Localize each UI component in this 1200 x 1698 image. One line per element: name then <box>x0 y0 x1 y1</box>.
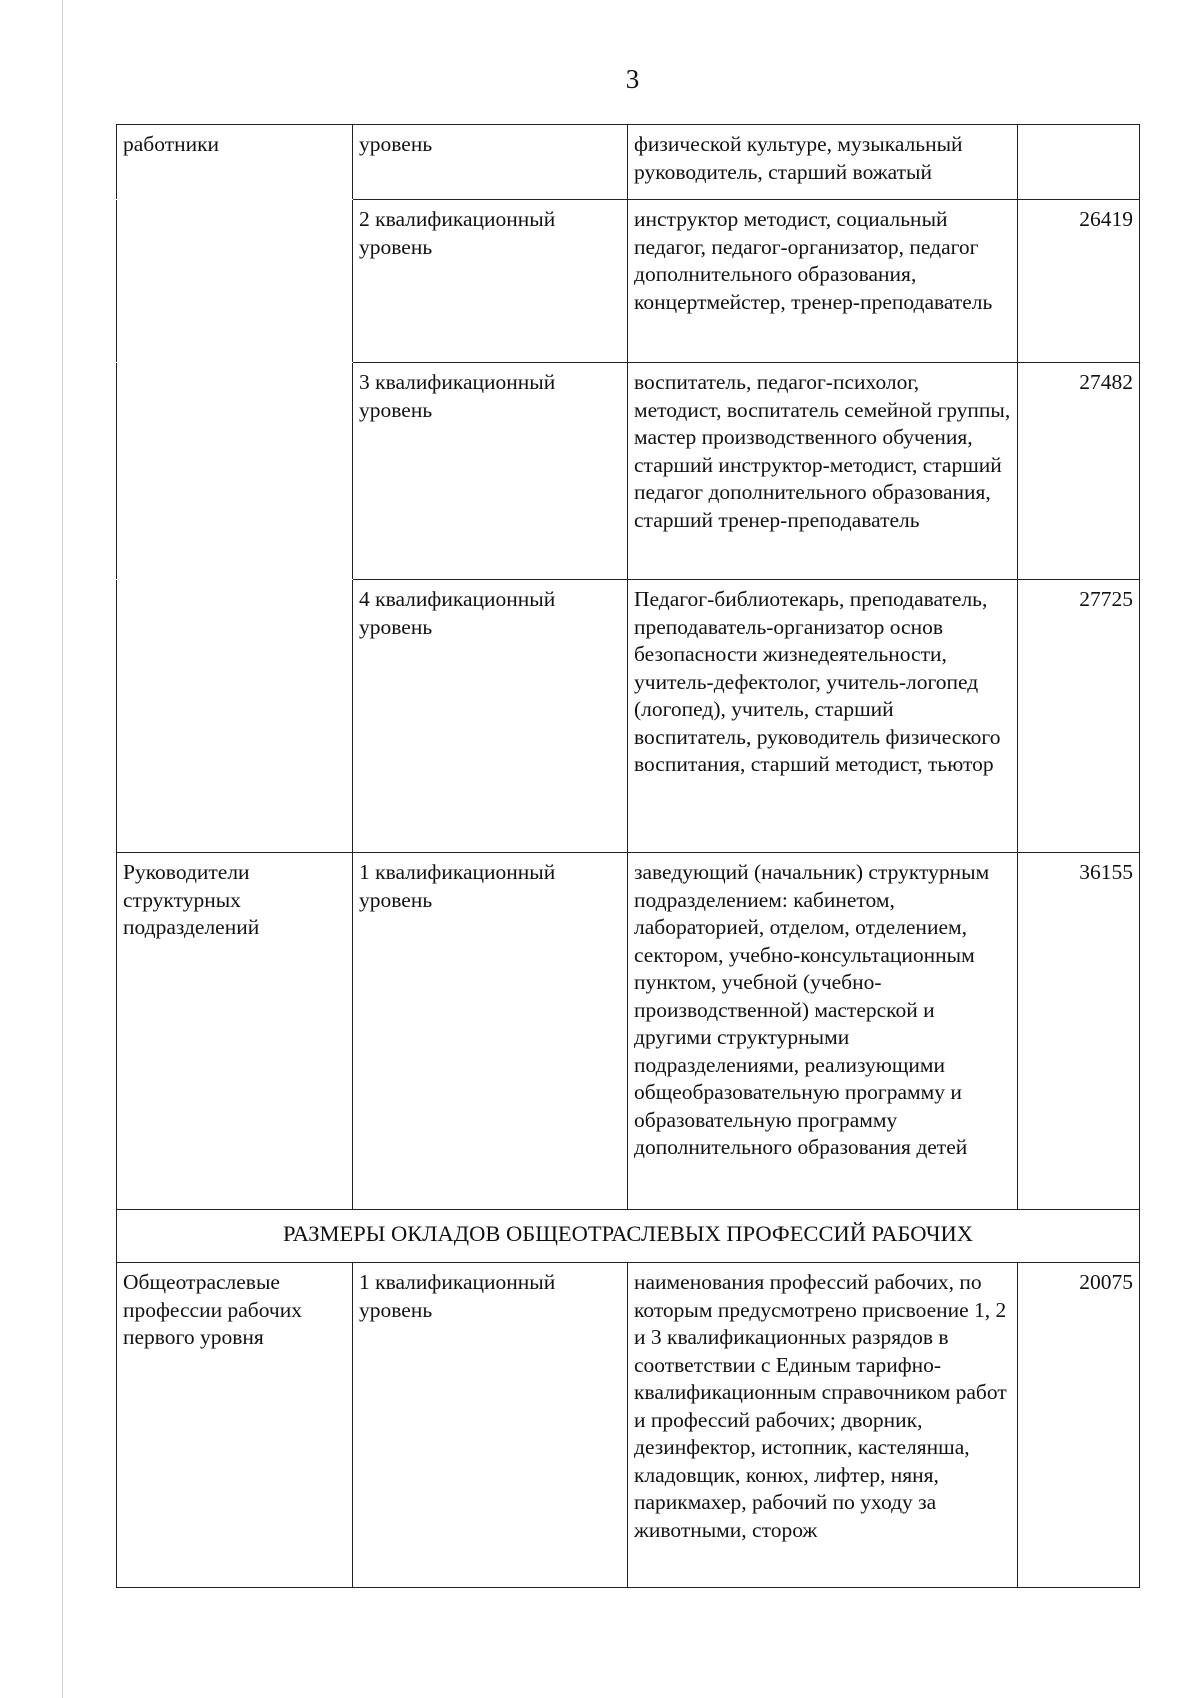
level-cell: 1 квалификационный уровень <box>353 1263 628 1588</box>
table-row <box>117 580 1140 853</box>
level-cell: 3 квалификационный уровень <box>353 363 628 580</box>
positions-cell: Педагог-библиотекарь, преподаватель, преподаватель-организатор основ безопасности жизнедеятельности, учитель-дефектолог, учитель-логопед (логопед), учитель, старший воспитатель, руководитель физического воспитания, старший методист, тьютор <box>628 580 1018 853</box>
section-heading: РАЗМЕРЫ ОКЛАДОВ ОБЩЕОТРАСЛЕВЫХ ПРОФЕССИЙ РАБОЧИХ <box>117 1210 1140 1263</box>
level-cell: уровень <box>353 125 628 200</box>
group-cell: работники <box>117 125 353 200</box>
positions-cell: воспитатель, педагог-психолог, методист, воспитатель семейной группы, мастер производственного обучения, старший инструктор-методист, старший педагог дополнительного образования, старший тренер-преподаватель <box>628 363 1018 580</box>
group-cell <box>117 200 353 363</box>
salary-cell: 27725 <box>1018 580 1140 853</box>
level-cell: 2 квалификационный уровень <box>353 200 628 363</box>
salary-cell: 20075 <box>1018 1263 1140 1588</box>
table-row <box>117 853 1140 1210</box>
section-heading-row <box>117 1210 1140 1263</box>
salary-table <box>116 124 1140 1588</box>
table-row <box>117 1263 1140 1588</box>
group-cell <box>117 580 353 853</box>
salary-cell: 26419 <box>1018 200 1140 363</box>
positions-cell: заведующий (начальник) структурным подразделением: кабинетом, лабораторией, отделом, отделением, сектором, учебно-консультационным пунктом, учебной (учебно-производственной) мастерской и другими структурными подразделениями, реализующими общеобразовательную программу и образовательную программу дополнительного образования детей <box>628 853 1018 1210</box>
page-margin-line <box>62 0 63 1698</box>
table-row <box>117 125 1140 200</box>
positions-cell: наименования профессий рабочих, по которым предусмотрено присвоение 1, 2 и 3 квалификационных разрядов в соответствии с Единым тарифно-квалификационным справочником работ и профессий рабочих; дворник, дезинфектор, истопник, кастелянша, кладовщик, конюх, лифтер, няня, парикмахер, рабочий по уходу за животными, сторож <box>628 1263 1018 1588</box>
table-row <box>117 363 1140 580</box>
group-cell <box>117 363 353 580</box>
table-row <box>117 200 1140 363</box>
level-cell: 4 квалификационный уровень <box>353 580 628 853</box>
salary-cell: 36155 <box>1018 853 1140 1210</box>
page-number: 3 <box>625 64 640 94</box>
level-cell: 1 квалификационный уровень <box>353 853 628 1210</box>
positions-cell: физической культуре, музыкальный руководитель, старший вожатый <box>628 125 1018 200</box>
positions-cell: инструктор методист, социальный педагог, педагог-организатор, педагог дополнительного образования, концертмейстер, тренер-преподаватель <box>628 200 1018 363</box>
group-cell: Руководители структурных подразделений <box>117 853 353 1210</box>
group-cell: Общеотраслевые профессии рабочих первого уровня <box>117 1263 353 1588</box>
salary-cell: 27482 <box>1018 363 1140 580</box>
salary-cell <box>1018 125 1140 200</box>
